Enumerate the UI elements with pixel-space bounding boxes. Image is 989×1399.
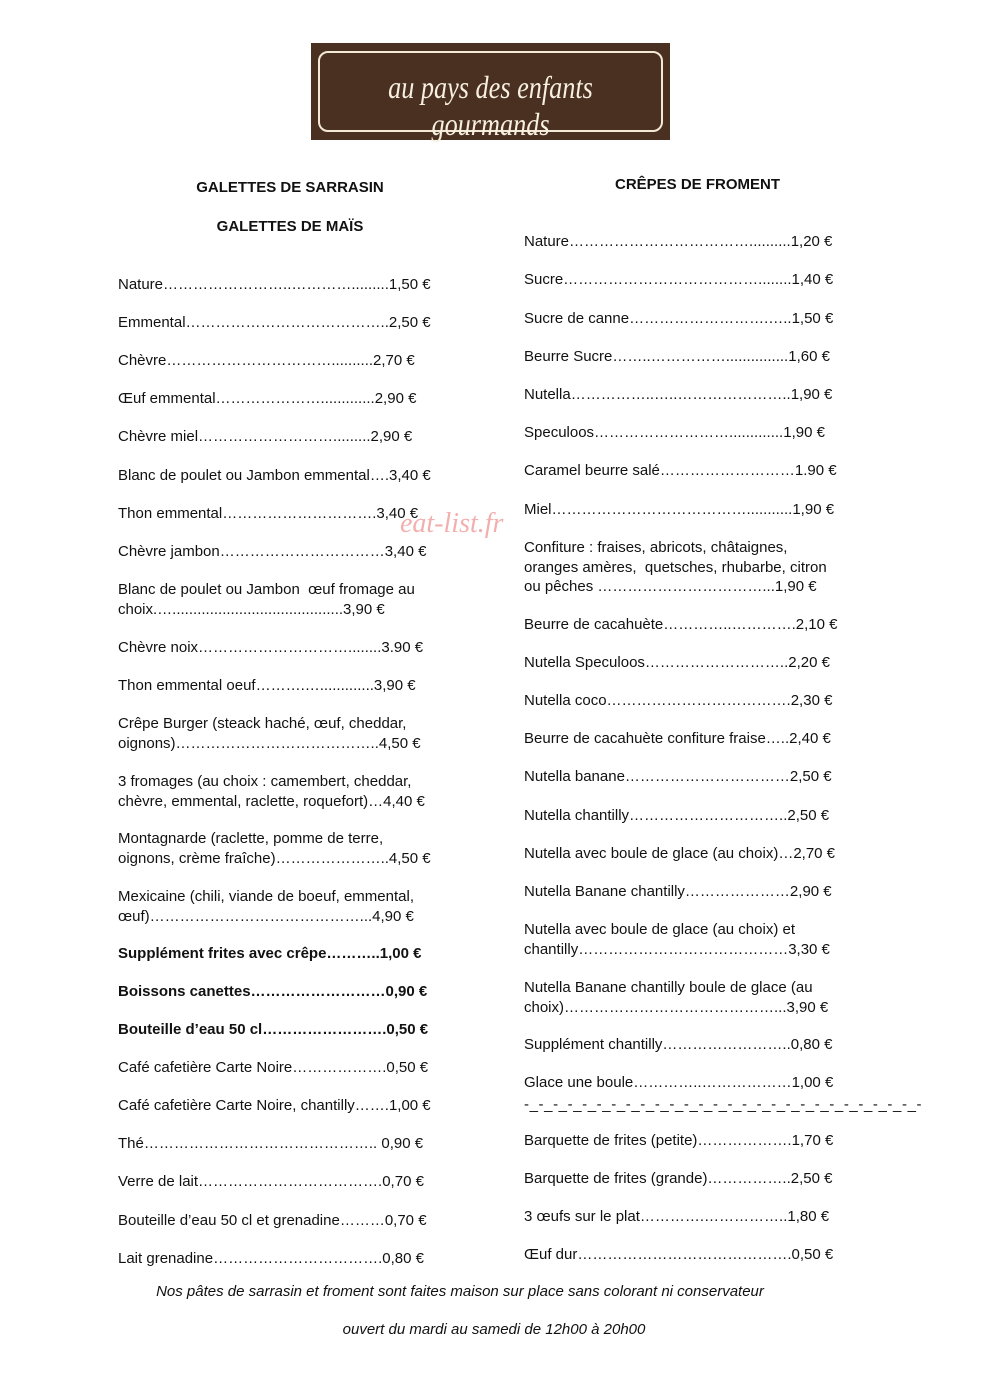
logo-text: au pays des enfants gourmands <box>388 69 593 142</box>
menu-item: Nutella coco……………………………….2,30 € <box>524 692 833 709</box>
menu-item: Chèvre miel……………………….........2,90 € <box>118 428 413 445</box>
menu-item: Barquette de frites (petite)……………….1,70 € <box>524 1132 834 1149</box>
menu-item: Thon emmental………………………….3,40 € <box>118 505 419 522</box>
menu-item: Beurre de cacahuète…………..………….2,10 € <box>524 616 838 633</box>
menu-item: Beurre de cacahuète confiture fraise…..2,40 € <box>524 730 831 747</box>
menu-item: Boissons canettes………………………0,90 € <box>118 983 428 1000</box>
menu-item: Nutella avec boule de glace (au choix)…2,70 € <box>524 845 836 862</box>
menu-item: Chèvre noix…………………………........3.90 € <box>118 639 424 656</box>
menu-item: Blanc de poulet ou Jambon œuf fromage au choix.….........................................3,90 € <box>118 581 415 618</box>
heading-galettes-sarrasin: GALETTES DE SARRASIN <box>196 179 384 196</box>
menu-item: Nutella Banane chantilly boule de glace (au choix)……………………………………...3,90 € <box>524 979 829 1016</box>
separator-line: -_-_-_-_-_-_-_-_-_-_-_-_-_-_-_-_-_-_-_-_-_-_-_-_-_-_-_- <box>524 1096 923 1113</box>
menu-item: Mexicaine (chili, viande de boeuf, emmental, œuf)……………………………………...4,90 € <box>118 888 414 925</box>
menu-item: Glace une boule…………..………………1,00 € <box>524 1074 834 1091</box>
menu-item: 3 œufs sur le plat………….……………..1,80 € <box>524 1208 830 1225</box>
menu-item: Chèvre……………………………..........2,70 € <box>118 352 415 369</box>
menu-item: Confiture : fraises, abricots, châtaignes, oranges amères, quetsches, rhubarbe, citron ou pêches ……………………………...1,90 € <box>524 539 827 595</box>
menu-item: Crêpe Burger (steack haché, œuf, cheddar, oignons)…………………………………..4,50 € <box>118 715 421 752</box>
menu-item: Emmental…………………………………..2,50 € <box>118 314 431 331</box>
menu-item: Montagnarde (raclette, pomme de terre, oignons, crème fraîche)…………………..4,50 € <box>118 830 431 867</box>
menu-item: Œuf dur…………………………………….0,50 € <box>524 1246 834 1263</box>
menu-item: Café cafetière Carte Noire, chantilly…….1,00 € <box>118 1097 431 1114</box>
menu-item: Miel…………………………………...........1,90 € <box>524 501 835 518</box>
menu-item: Bouteille d’eau 50 cl et grenadine………0,70 € <box>118 1212 427 1229</box>
menu-item: Speculoos……………………….............1,90 € <box>524 424 825 441</box>
menu-item: Chèvre jambon……………………………3,40 € <box>118 543 427 560</box>
menu-item: Thé……………………………………….. 0,90 € <box>118 1135 424 1152</box>
menu-item: Sucre de canne……………………….…..1,50 € <box>524 310 834 327</box>
menu-item: Nutella avec boule de glace (au choix) et chantilly……………………………………3,30 € <box>524 921 830 958</box>
menu-item: Supplément chantilly……………………..0,80 € <box>524 1036 833 1053</box>
menu-item: Caramel beurre salé………………………1.90 € <box>524 462 837 479</box>
menu-item: Supplément frites avec crêpe………..1,00 € <box>118 945 422 962</box>
footer-note: Nos pâtes de sarrasin et froment sont faites maison sur place sans colorant ni conservateur <box>156 1283 764 1300</box>
menu-item: Bouteille d’eau 50 cl…………………….0,50 € <box>118 1021 429 1038</box>
heading-galettes-mais: GALETTES DE MAÏS <box>216 218 364 235</box>
menu-item: Nutella Speculoos………………………..2,20 € <box>524 654 830 671</box>
menu-item: Nutella chantilly…………………………..2,50 € <box>524 807 830 824</box>
menu-item: Verre de lait……………………………….0,70 € <box>118 1173 424 1190</box>
heading-crepes-froment: CRÊPES DE FROMENT <box>614 176 780 193</box>
menu-item: Nutella banane……………………………2,50 € <box>524 768 832 785</box>
footer-hours: ouvert du mardi au samedi de 12h00 à 20h00 <box>342 1321 646 1338</box>
menu-item: 3 fromages (au choix : camembert, cheddar, chèvre, emmental, raclette, roquefort)…4,40 € <box>118 773 425 810</box>
menu-item: Nutella Banane chantilly…………………2,90 € <box>524 883 832 900</box>
menu-item: Lait grenadine…………………………….0,80 € <box>118 1250 424 1267</box>
menu-item: Beurre Sucre……..……………...............1,60 € <box>524 348 830 365</box>
menu-item: Nature………………………………..........1,20 € <box>524 233 833 250</box>
menu-item: Thon emmental oeuf……….….............3,90 € <box>118 677 416 694</box>
menu-item: Nature……………………..………….........1,50 € <box>118 276 431 293</box>
menu-item: Nutella……………..…..…………………..1,90 € <box>524 386 833 403</box>
menu-item: Blanc de poulet ou Jambon emmental….3,40 € <box>118 467 431 484</box>
menu-item: Œuf emmental………………….............2,90 € <box>118 390 417 407</box>
menu-item: Café cafetière Carte Noire……………….0,50 € <box>118 1059 429 1076</box>
restaurant-logo <box>311 43 670 140</box>
watermark: eat-list.fr <box>400 508 504 539</box>
menu-item: Sucre…………………………………........1,40 € <box>524 271 834 288</box>
menu-item: Barquette de frites (grande)……………..2,50 € <box>524 1170 833 1187</box>
